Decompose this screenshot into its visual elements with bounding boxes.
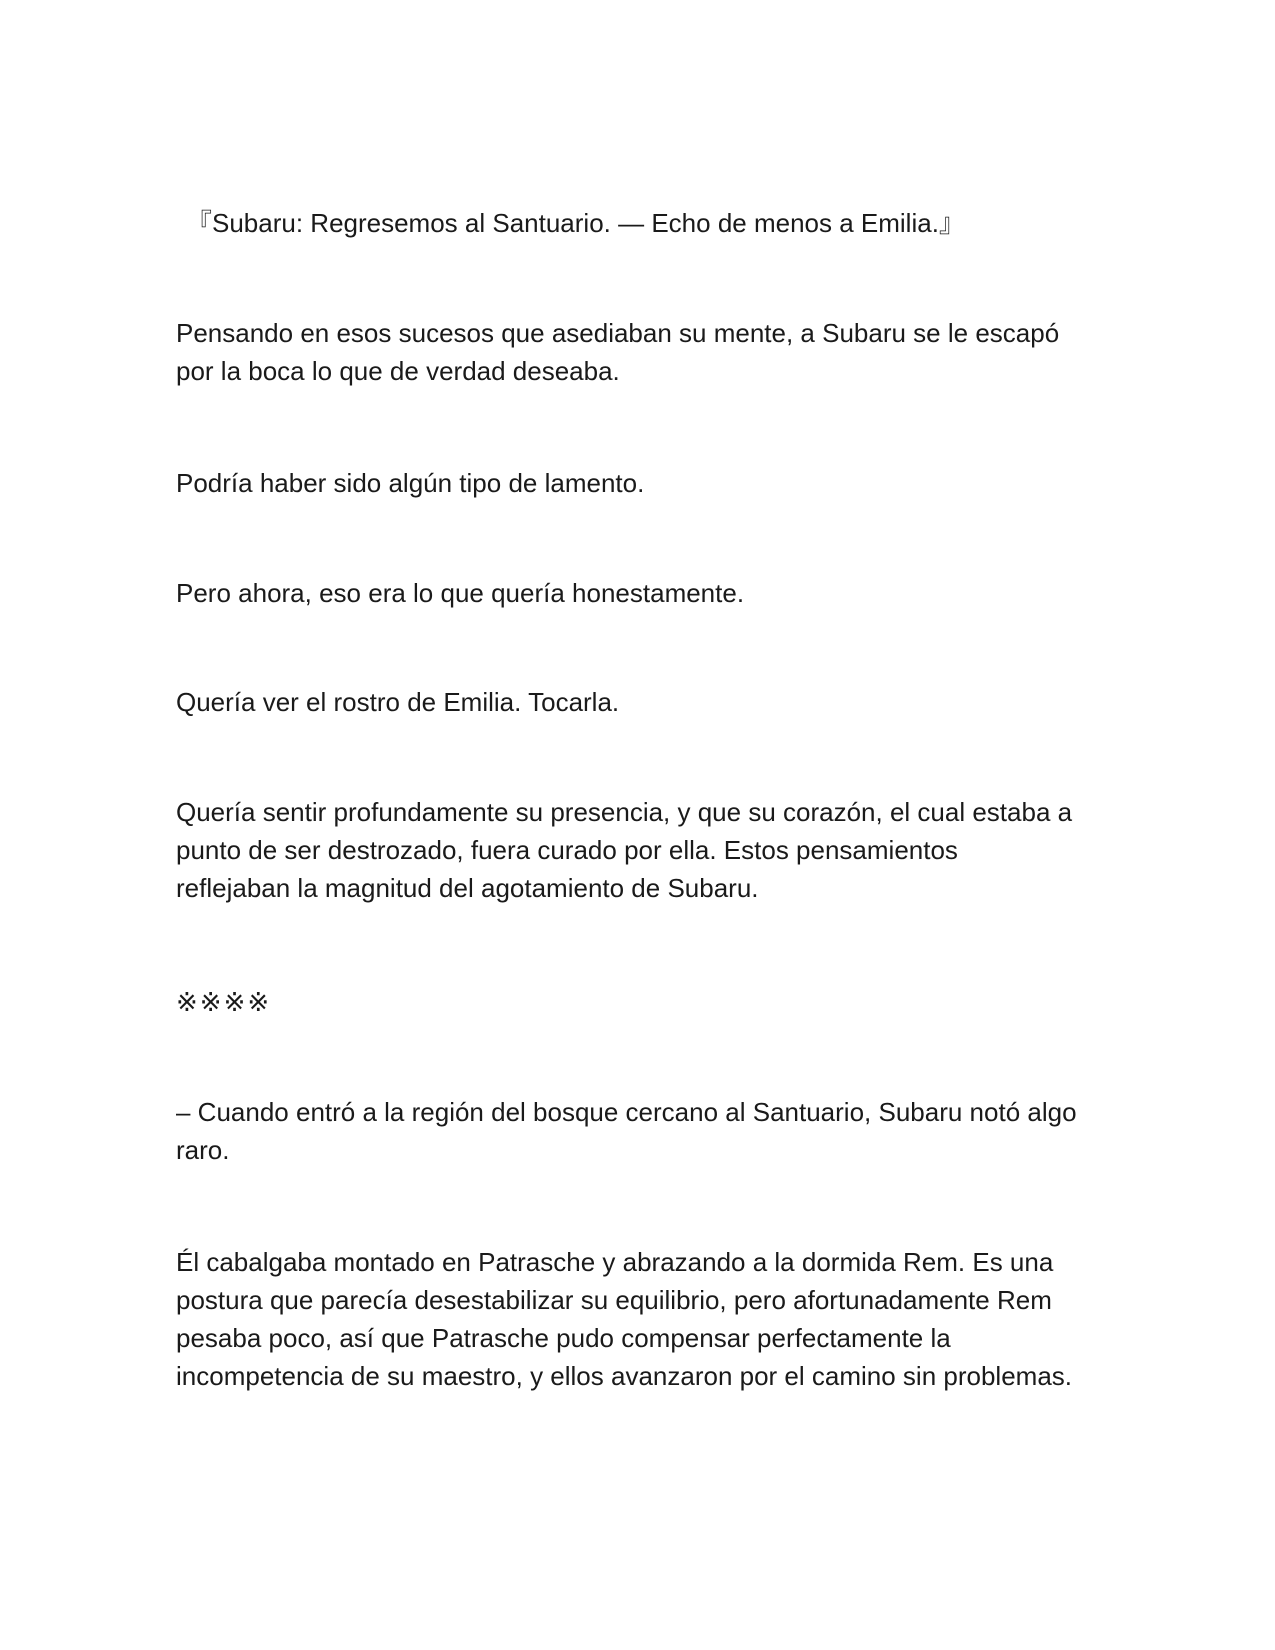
paragraph-line: postura que parecía desestabilizar su equilibrio, pero afortunadamente Rem [176,1285,1052,1315]
paragraph [176,683,1106,721]
paragraph-line: Podría haber sido algún tipo de lamento. [176,468,645,498]
scene-separator-text: ※※※※ [176,987,272,1017]
scene-separator [176,983,1106,1021]
paragraph-line: pesaba poco, así que Patrasche pudo compensar perfectamente la [176,1323,951,1353]
paragraph-line: Quería sentir profundamente su presencia, y que su corazón, el cual estaba a [176,797,1073,827]
paragraph-line: punto de ser destrozado, fuera curado por ella. Estos pensamientos [176,835,958,865]
paragraph-line: Él cabalgaba montado en Patrasche y abrazando a la dormida Rem. Es una [176,1247,1054,1277]
chapter-title [186,204,1116,242]
paragraph-line: Pensando en esos sucesos que asediaban su mente, a Subaru se le escapó [176,318,1060,348]
paragraph-line: raro. [176,1135,230,1165]
paragraph [176,1093,1106,1169]
paragraph [176,793,1106,907]
paragraph [176,464,1106,502]
paragraph-line: Pero ahora, eso era lo que quería honestamente. [176,578,745,608]
paragraph-line: incompetencia de su maestro, y ellos avanzaron por el camino sin problemas. [176,1361,1073,1391]
paragraph-line: – Cuando entró a la región del bosque cercano al Santuario, Subaru notó algo [176,1097,1077,1127]
paragraph [176,1243,1106,1395]
chapter-title-text: 『Subaru: Regresemos al Santuario. — Echo de menos a Emilia.』 [186,208,965,238]
paragraph [176,574,1106,612]
paragraph [176,314,1106,390]
paragraph-line: reflejaban la magnitud del agotamiento de Subaru. [176,873,759,903]
paragraph-line: Quería ver el rostro de Emilia. Tocarla. [176,687,620,717]
paragraph-line: por la boca lo que de verdad deseaba. [176,356,620,386]
